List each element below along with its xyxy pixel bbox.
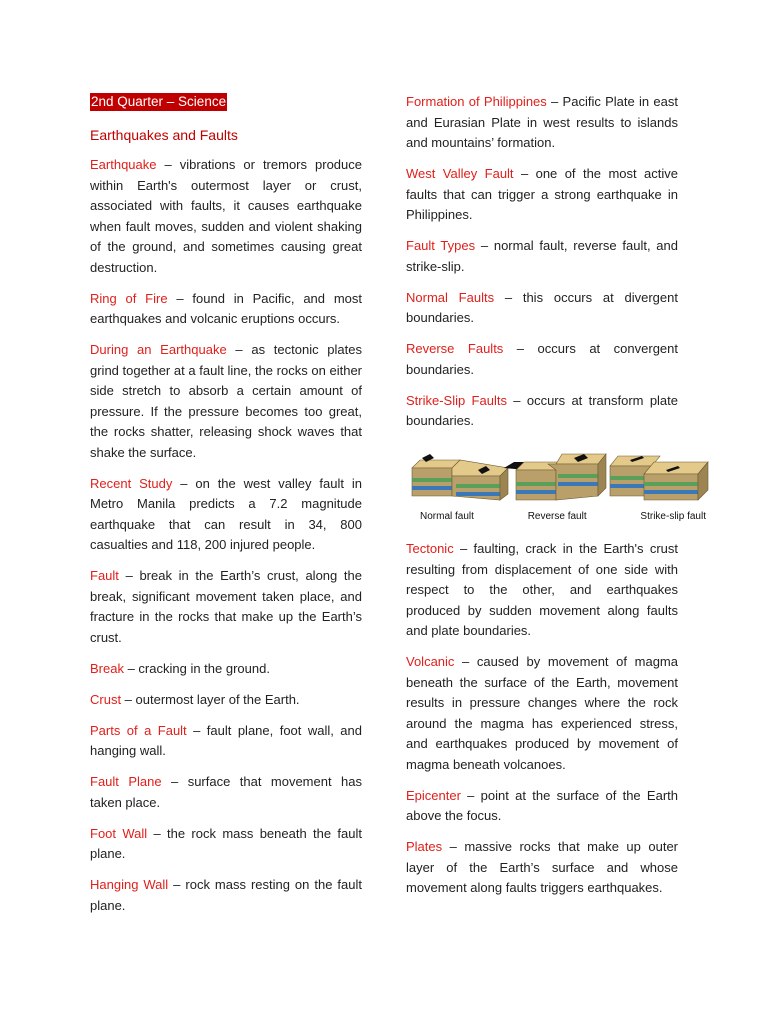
definition-entry — [406, 539, 678, 642]
term-definition: – vibrations or tremors produce within Earth's outermost layer or crust, associated with faults, it causes earthquake when fault moves, sudden and violent shaking of the ground, and sometimes causing great destruction. — [90, 157, 362, 275]
term-label: Earthquake — [90, 157, 157, 172]
term-label: Plates — [406, 839, 443, 854]
left-entry-list — [90, 155, 362, 916]
term-label: During an Earthquake — [90, 342, 227, 357]
term-label: Tectonic — [406, 541, 454, 556]
term-label: Reverse Faults — [406, 341, 504, 356]
term-label: Epicenter — [406, 787, 461, 803]
reverse-fault-block — [504, 454, 606, 500]
term-definition: – fault plane, foot wall, and hanging wall. — [90, 722, 362, 758]
term-definition: – surface that movement has taken place. — [90, 774, 362, 810]
definition-entry — [406, 92, 678, 154]
right-column — [406, 92, 706, 909]
term-definition: – one of the most active faults that can trigger a strong earthquake in Philippines. — [406, 166, 678, 222]
term-definition: – the rock mass beneath the fault plane. — [90, 825, 362, 861]
term-label: Ring of Fire — [90, 290, 168, 306]
term-definition: – on the west valley fault in Metro Manila predicts a 7.2 magnitude earthquake that can result in 34, 800 casualties and 118, 200 injured people. — [90, 475, 362, 552]
definition-entry — [90, 659, 362, 680]
term-label: Volcanic — [406, 654, 455, 669]
fault-diagram — [408, 448, 712, 506]
term-label: Crust — [90, 691, 122, 707]
section-title: Earthquakes and Faults — [90, 126, 238, 143]
definition-entry — [406, 652, 678, 775]
definition-entry — [90, 566, 362, 648]
definition-entry — [406, 164, 678, 226]
term-definition: – occurs at transform plate boundaries. — [406, 392, 679, 428]
term-definition: – faulting, crack in the Earth's crust resulting from displacement of one side with respect to the other, and earthquakes produced by sudden movement along faults and plate boundaries. — [406, 541, 678, 638]
definition-entry — [406, 339, 678, 380]
term-definition: – rock mass resting on the fault plane. — [90, 877, 362, 913]
term-label: Fault Types — [406, 238, 476, 253]
definition-entry — [90, 772, 362, 813]
term-definition: – massive rocks that make up outer layer of the Earth’s surface and whose movement along faults triggers earthquakes. — [406, 839, 678, 895]
definition-entry — [90, 875, 362, 916]
definition-entry — [90, 340, 362, 463]
strike-slip-block — [610, 456, 708, 500]
right-entry-list-top — [406, 92, 678, 432]
term-definition: – outermost layer of the Earth. — [121, 691, 300, 707]
left-column — [90, 92, 362, 927]
definition-entry — [90, 690, 362, 711]
term-label: Foot Wall — [90, 825, 148, 841]
normal-fault-block — [412, 454, 508, 500]
quarter-banner: 2nd Quarter – Science — [91, 94, 227, 109]
term-definition: – normal fault, reverse fault, and strike-slip. — [406, 238, 678, 274]
definition-entry — [90, 155, 362, 278]
right-entry-list-bottom — [406, 539, 678, 899]
definition-entry — [406, 236, 678, 277]
term-label: Formation of Philippines — [406, 94, 547, 109]
term-definition: – as tectonic plates grind together at a fault line, the rocks on either side stretch to absorb a certain amount of pressure. If the pressure becomes too great, the rocks shatter, releasing shock waves that shake the surface. — [90, 342, 362, 460]
term-label: Fault Plane — [90, 774, 162, 789]
definition-entry — [406, 786, 678, 827]
definition-entry — [406, 837, 678, 899]
term-label: Strike-Slip Faults — [406, 392, 507, 408]
term-definition: – occurs at convergent boundaries. — [406, 341, 678, 377]
term-definition: – cracking in the ground. — [123, 660, 270, 676]
label-normal-fault: Normal fault — [420, 510, 474, 522]
term-definition: – this occurs at divergent boundaries. — [406, 289, 678, 325]
term-label: Fault — [90, 568, 119, 583]
figure-labels — [408, 507, 706, 528]
term-definition: – Pacific Plate in east and Eurasian Plate in west results to islands and mountains’ formation. — [406, 94, 678, 150]
definition-entry — [90, 474, 362, 556]
term-label: Normal Faults — [406, 289, 495, 305]
term-label: Hanging Wall — [90, 877, 169, 892]
term-definition: – point at the surface of the Earth above the focus. — [406, 787, 678, 823]
definition-entry — [406, 391, 678, 432]
term-label: Break — [90, 660, 124, 676]
definition-entry — [90, 824, 362, 865]
term-label: West Valley Fault — [406, 166, 514, 181]
fault-types-figure — [408, 448, 712, 528]
term-definition: – found in Pacific, and most earthquakes and volcanic eruptions occurs. — [90, 290, 362, 326]
definition-entry — [90, 721, 362, 762]
term-label: Parts of a Fault — [90, 722, 187, 738]
label-reverse-fault: Reverse fault — [527, 510, 587, 522]
definition-entry — [406, 288, 678, 329]
term-definition: – caused by movement of magma beneath the surface of the Earth, movement results in pressure changes where the rock around the magma has experienced stress, and earthquakes produced by movement of magma beneath volcanoes. — [406, 654, 678, 772]
definition-entry — [90, 289, 362, 330]
term-label: Recent Study — [90, 475, 173, 491]
label-strike-slip-fault: Strike-slip fault — [640, 510, 706, 522]
term-definition: – break in the Earth’s crust, along the break, significant movement taken place, and fracture in the rocks that make up the Earth’s crust. — [90, 568, 362, 645]
